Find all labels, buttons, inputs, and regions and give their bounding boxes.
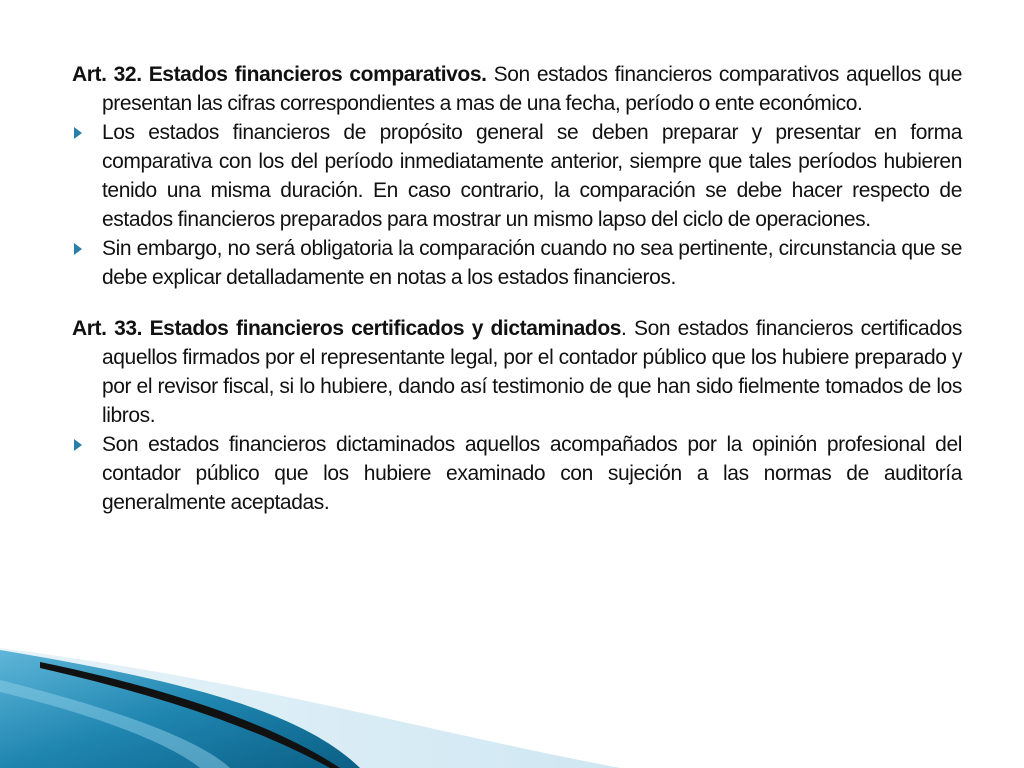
article-33-bullet-1 — [72, 430, 962, 517]
article-32-text: Son estados financieros comparativos aquellos que presentan las cifras correspondientes a mas de una fecha, período o ente económico. — [102, 63, 962, 115]
article-33-text: . Son estados financieros certificados aquellos firmados por el representante legal, por el contador público que los hubiere preparado y por el revisor fiscal, si lo hubiere, dando así testimonio de que han sido fielmente tomados de los libros. — [102, 317, 962, 427]
article-32-bullet-2 — [72, 234, 962, 292]
article-33-paragraph — [72, 314, 962, 430]
article-32-heading: Art. 32. Estados financieros comparativos. — [72, 63, 487, 86]
bullet-arrow-icon — [74, 439, 82, 451]
slide-content — [72, 60, 962, 517]
article-33-heading: Art. 33. Estados financieros certificados y dictaminados — [72, 317, 622, 340]
bullet-text: Sin embargo, no será obligatoria la comparación cuando no sea pertinente, circunstancia que se debe explicar detalladamente en notas a los estados financieros. — [102, 237, 962, 289]
bullet-text: Son estados financieros dictaminados aquellos acompañados por la opinión profesional del contador público que los hubiere examinado con sujeción a las normas de auditoría generalmente aceptadas. — [102, 433, 962, 514]
spacer — [72, 292, 962, 314]
bullet-arrow-icon — [74, 243, 82, 255]
decorative-swoosh — [0, 640, 1024, 768]
bullet-text: Los estados financieros de propósito general se deben preparar y presentar en forma comparativa con los del período inmediatamente anterior, siempre que tales períodos hubieren tenido una misma duración. En caso contrario, la comparación se debe hacer respecto de estados financieros preparados para mostrar un mismo lapso del ciclo de operaciones. — [102, 121, 962, 231]
article-32-paragraph — [72, 60, 962, 118]
bullet-arrow-icon — [74, 127, 82, 139]
article-32-bullet-1 — [72, 118, 962, 234]
